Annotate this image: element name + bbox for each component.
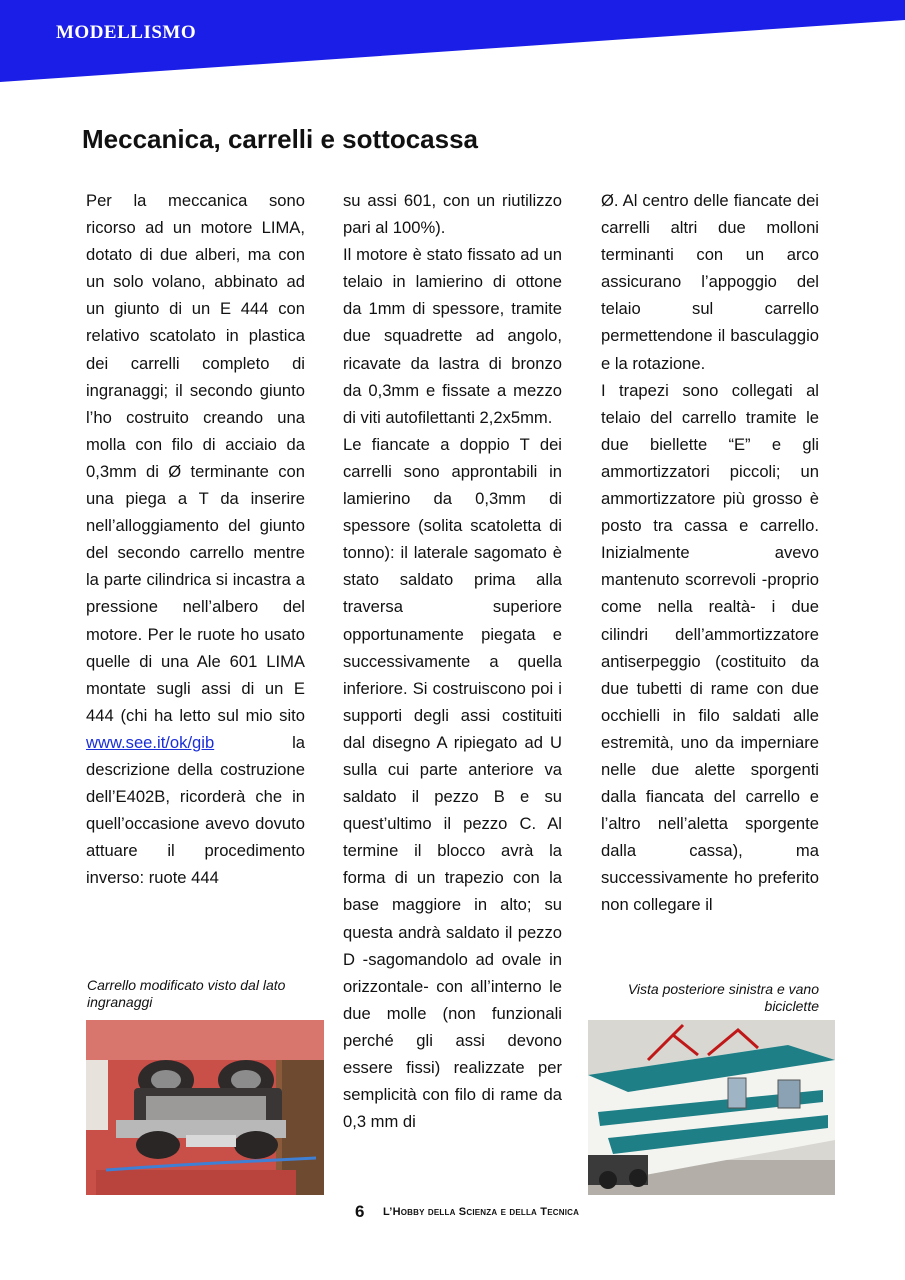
column-2-paragraph-1: su assi 601, con un riutilizzo pari al 100%). [343, 191, 562, 238]
text-column-2 [343, 187, 562, 1135]
column-1-text-a: Per la meccanica sono ricorso ad un motore LIMA, dotato di due alberi, ma con un solo volano, abbinato ad un giunto di un E 444 con relativo scatolato in plastica dei carrelli completo di ingranaggi; il secondo giunto l’ho costruito creando una molla con filo di acciaio da 0,3mm di Ø terminante con una piega a T da inserire nell’alloggiamento del giunto del secondo carrello mentre la parte cilindrica si incastra a pressione nell’albero del motore. Per le ruote ho usato quelle di una Ale 601 LIMA montate sugli assi di un E 444 (chi ha letto sul mio sito [86, 191, 305, 725]
photo-caption-right: Vista posteriore sinistra e vano biciclette [627, 981, 819, 1014]
photo-caption-left: Carrello modificato visto dal lato ingranaggi [87, 977, 286, 1010]
column-1-text-b: la descrizione della costruzione dell’E402B, ricorderà che in quell’occasione avevo dovuto attuare il procedimento inverso: ruote 444 [86, 732, 305, 888]
column-2-paragraph-2: Il motore è stato fissato ad un telaio in lamierino di ottone da 1mm di spessore, tramite due squadrette ad angolo, ricavate da lastra di bronzo da 0,3mm e fissate a mezzo di viti autofilettanti 2,2x5mm. [343, 245, 562, 427]
column-3-paragraph-1: Ø. Al centro delle fiancate dei carrelli altri due molloni terminanti con un arco assicurano l’appoggio del telaio sul carrello permettendone il basculaggio e la rotazione. [601, 191, 819, 373]
column-2-paragraph-3: Le fiancate a doppio T dei carrelli sono approntabili in lamierino da 0,3mm di spessore (solita scatoletta di tonno): il laterale sagomato è stato saldato prima alla traversa superiore opportunamente piegata e successivamente a quella inferiore. Si costruiscono poi i supporti degli assi costituiti dal disegno A ripiegato ad U sulla cui parte anteriore va saldato il pezzo B e su quest’ultimo il pezzo C. Al termine il blocco avrà la forma di un trapezio con la base maggiore in alto; su questa andrà saldato il pezzo D -sagomandolo ad ovale in orizzontale- con all’interno le due molle (non funzionali perché gli assi devono essere fissi) realizzate per semplicità con filo di rame da 0,3 mm di [343, 434, 562, 1132]
magazine-name: L’Hobby della Scienza e della Tecnica [383, 1206, 580, 1218]
column-3-paragraph-2: I trapezi sono collegati al telaio del carrello tramite le due biellette “E” e gli ammortizzatori piccoli; un ammortizzatore più grosso è posto tra cassa e carrello. Inizialmente avevo mantenuto scorrevoli -proprio come nella realtà- i due cilindri dell’ammortizzatore antiserpeggio (costituito da due tubetti di rame con due occhielli in filo saldati alle estremità, uno da imperniare nelle due alette sporgenti dalla fiancata del carrello e l’altro nell’aletta sporgente dalla cassa), ma successivamente ho preferito non collegare il [601, 380, 819, 915]
bogie-photo [86, 1020, 324, 1195]
text-column-3 [601, 187, 819, 919]
website-link[interactable]: www.see.it/ok/gib [86, 732, 215, 752]
article-title: Meccanica, carrelli e sottocassa [82, 124, 479, 154]
column-1-paragraph [86, 187, 305, 891]
locomotive-photo [588, 1020, 835, 1195]
text-column-1 [86, 187, 305, 891]
section-label: MODELLISMO [56, 22, 197, 43]
page-number: 6 [355, 1202, 365, 1221]
